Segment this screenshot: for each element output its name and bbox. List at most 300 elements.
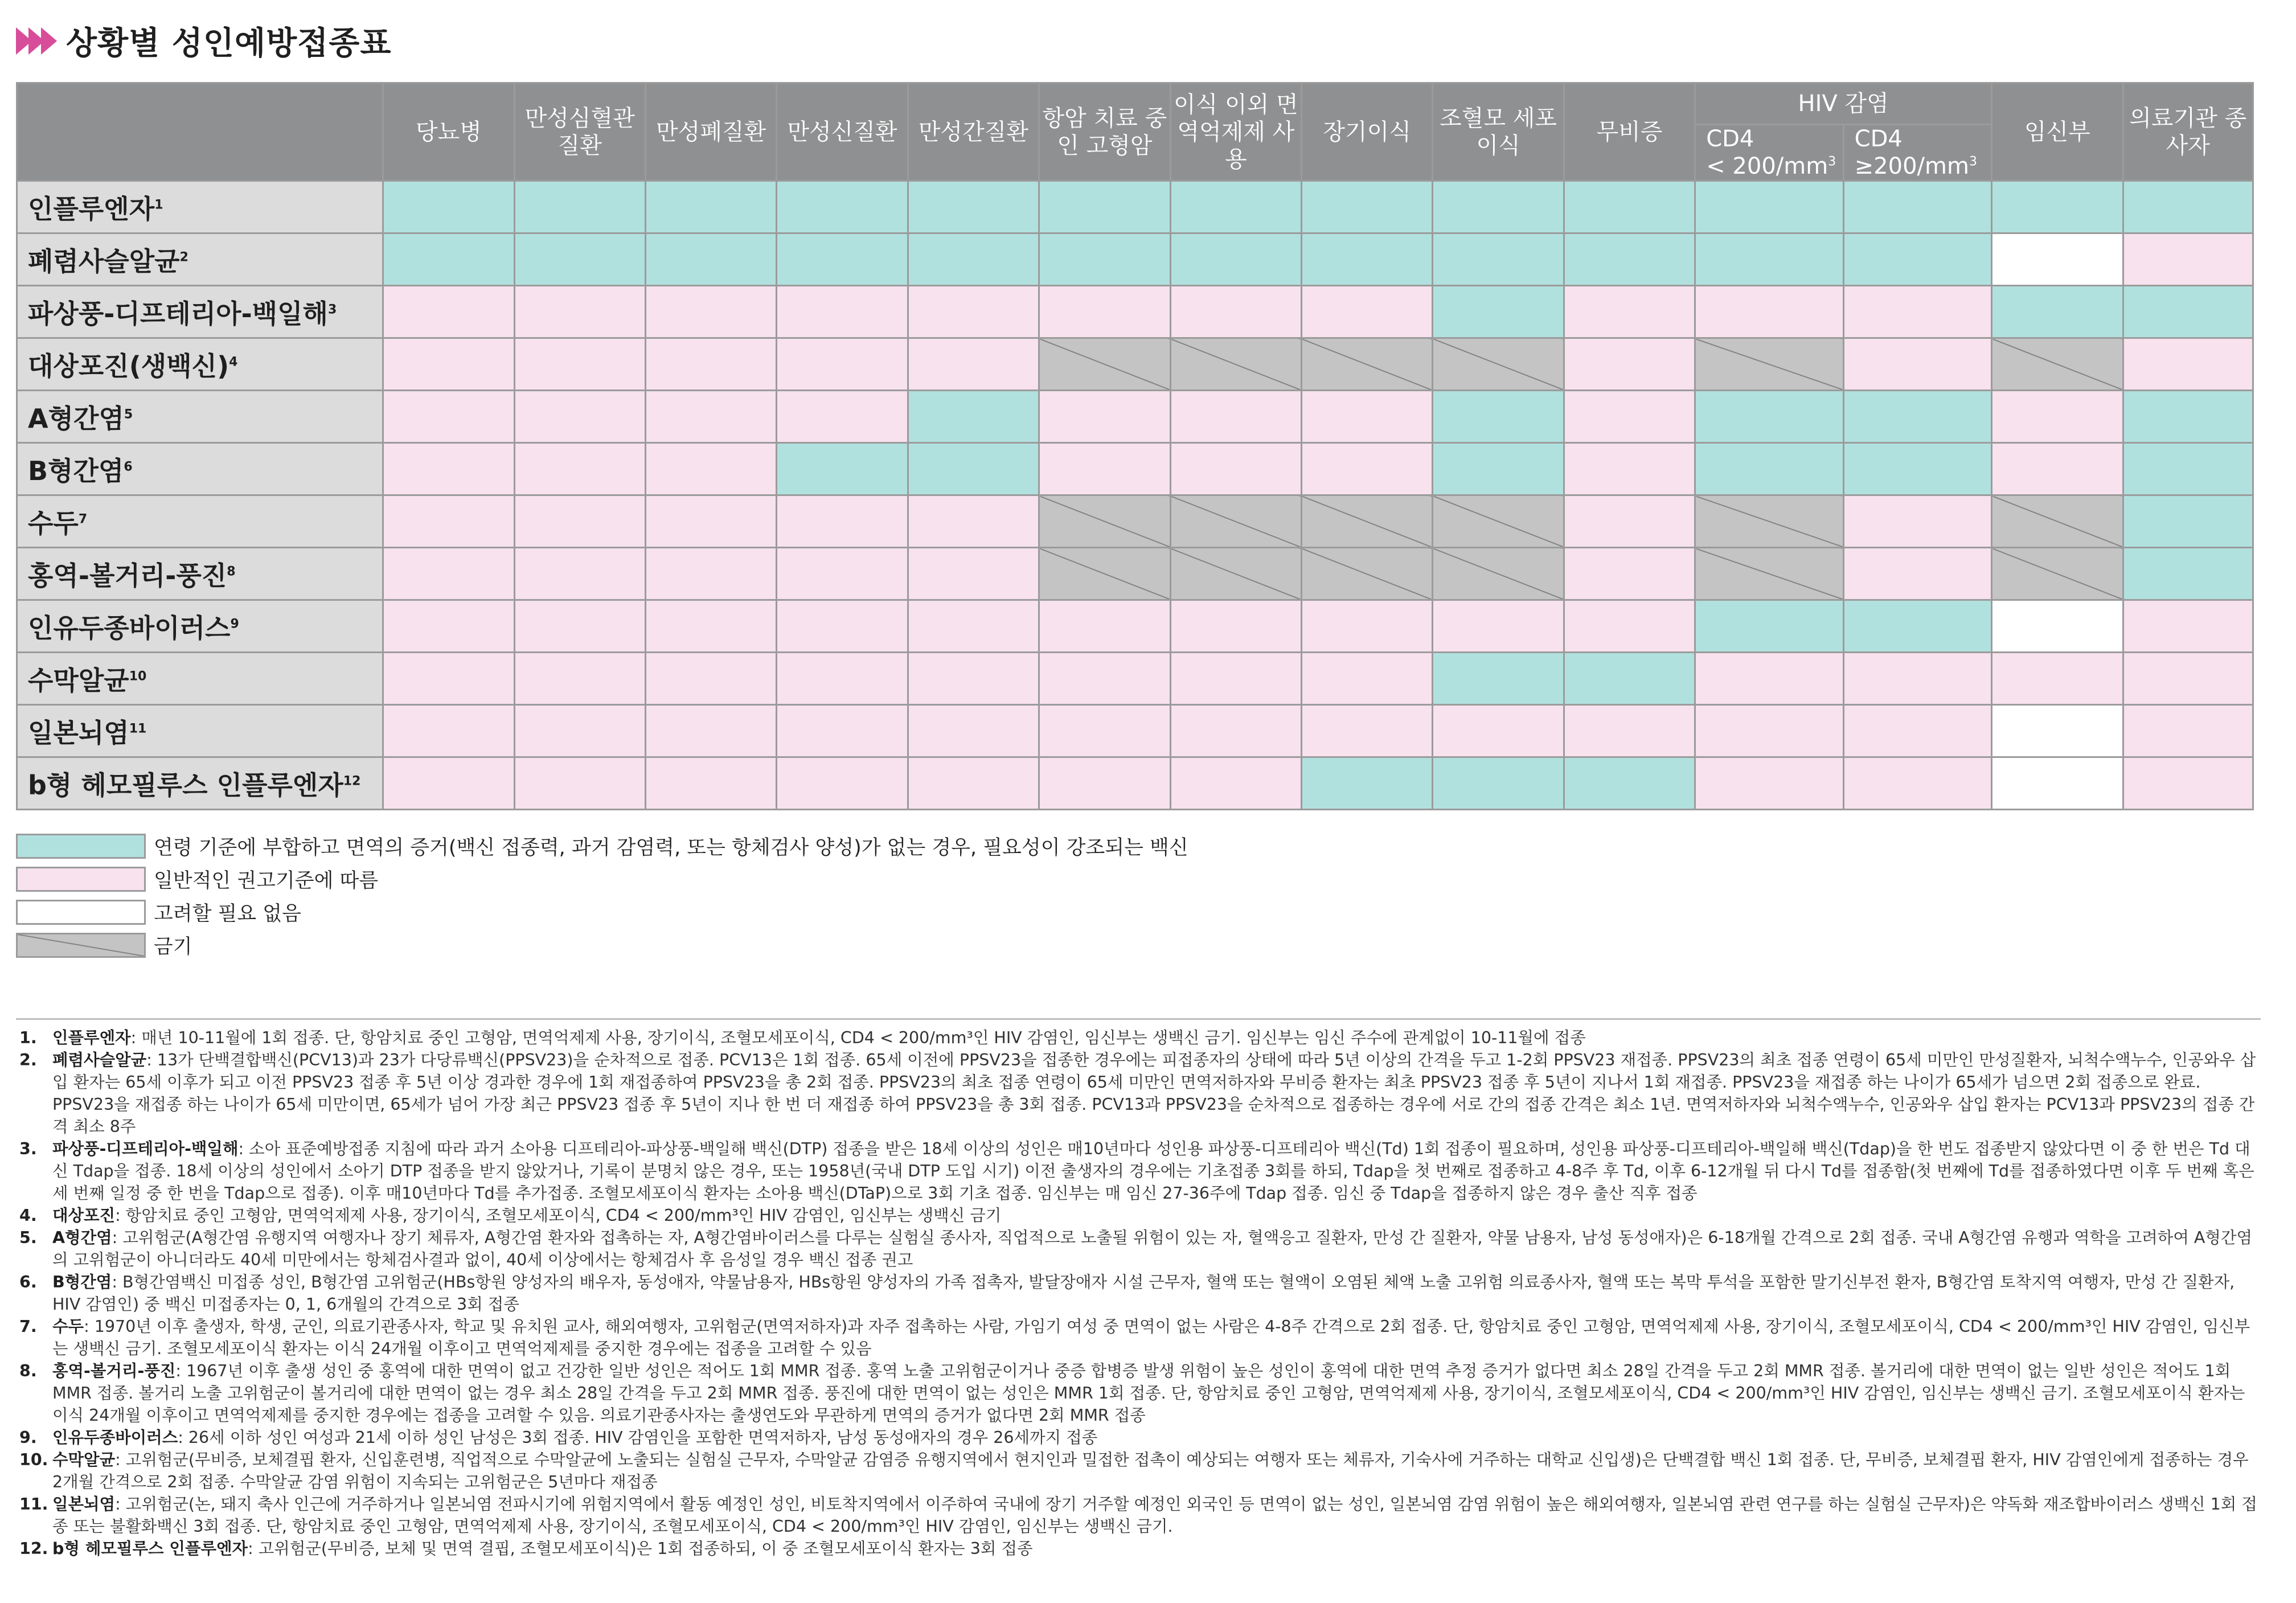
cell-pink [645, 443, 776, 495]
footnote-label: 폐렴사슬알균 [52, 1051, 147, 1069]
cell-pink [1170, 286, 1301, 338]
col-header-pregnant: 임신부 [1992, 83, 2123, 181]
cell-pink [514, 286, 645, 338]
row-header [17, 338, 383, 391]
cell-pink [514, 757, 645, 810]
cell-pink [2123, 338, 2253, 391]
footnote [16, 1049, 2261, 1138]
cell-pink [1843, 495, 1991, 548]
cell-pink [645, 338, 776, 391]
col-header-organ-transplant: 장기이식 [1301, 83, 1432, 181]
footnote-label: 인유두종바이러스 [52, 1428, 178, 1447]
row-header [17, 443, 383, 495]
footnote-number: 4. [19, 1206, 37, 1225]
cell-pink [1564, 600, 1695, 653]
footnote-ref: 3 [327, 302, 337, 317]
footnote [16, 1271, 2261, 1315]
cell-teal [908, 443, 1039, 495]
cell-pink [1564, 443, 1695, 495]
footnote-text: : 고위험군(무비증, 보체결핍 환자, 신입훈련병, 직업적으로 수막알균에 노출되는 실험실 근무자, 수막알균 감염증 유행지역에서 현지인과 밀접한 접촉이 예상되는 여행자 또는 체류자, 기숙사에 거주하는 대학교 신입생)은 단백결합 백신 1회 접종. 단, 무비증, 보체결핍 환자, HIV 감염인에게 접종하는 경우 2개월 간격으로 2회 접종. 수막알균 감염 위험이 지속되는 고위험군은 5년마다 재접종 [52, 1450, 2249, 1491]
cell-teal [777, 443, 908, 495]
row-header [17, 705, 383, 757]
legend-swatch [16, 834, 146, 859]
footnote-text: : 13가 단백결합백신(PCV13)과 23가 다당류백신(PPSV23)을 순차적으로 접종. PCV13은 1회 접종. 65세 이전에 PPSV23을 접종한 경우에는 피접종자의 상태에 따라 5년 이상의 간격을 두고 1-2회 PPSV23 재접종. PPSV23의 최초 접종 연령이 65세 미만인 만성질환자, 뇌척수액누수, 인공와우 삽입 환자는 65세 이후가 되고 이전 PPSV23 접종 후 5년 이상 경과한 경우에 1회 재접종하여 PPSV23을 총 2회 접종. PPSV23의 최초 접종 연령이 65세 미만인 면역저하자와 무비증 환자는 최초 PPSV23 접종 후 5년이 지나서 1회 재접종. PPSV23을 재접종 하는 나이가 65세가 넘으면 2회 접종으로 완료. PPSV23을 재접종 하는 나이가 65세 미만이면, 65세가 넘어 가장 최근 PPSV23 접종 후 5년이 지나 한 번 더 재접종 하여 PPSV23을 총 3회 접종. PCV13과 PPSV23을 순차적으로 접종하는 경우에 서로 간의 접종 간격은 최소 1년. 면역저하자와 뇌척수액누수, 인공와우 삽입 환자는 PCV13과 PPSV23의 접종 간격 최소 8주 [52, 1051, 2256, 1136]
cell-pink [1170, 391, 1301, 443]
cell-pink [908, 653, 1039, 705]
cell-gray [1301, 495, 1432, 548]
legend-text: 금기 [154, 936, 192, 958]
cell-pink [777, 391, 908, 443]
cell-teal [1695, 443, 1843, 495]
col-header-immunosuppressant: 이식 이외 면역억제제 사용 [1170, 83, 1301, 181]
cell-teal [514, 233, 645, 286]
footnote-number: 12. [19, 1539, 48, 1558]
cell-teal [1992, 181, 2123, 233]
cell-pink [1170, 757, 1301, 810]
footnote [16, 1360, 2261, 1426]
col-header-liver: 만성간질환 [908, 83, 1039, 181]
cell-pink [383, 495, 514, 548]
cell-pink [1992, 391, 2123, 443]
col-header-cd4-low [1695, 125, 1843, 181]
footnote-ref: 1 [154, 198, 163, 212]
footnote [16, 1204, 2261, 1227]
cell-pink [514, 705, 645, 757]
cell-gray [1695, 548, 1843, 600]
legend-text: 일반적인 권고기준에 따름 [154, 870, 379, 892]
cell-pink [1843, 286, 1991, 338]
cell-pink [645, 705, 776, 757]
cell-gray [1039, 338, 1170, 391]
cell-teal [1301, 757, 1432, 810]
cell-pink [908, 495, 1039, 548]
cell-pink [1039, 286, 1170, 338]
cell-white [1992, 600, 2123, 653]
double-chevron-icon [16, 27, 54, 55]
footnote-body [52, 1538, 2261, 1560]
table-row [17, 653, 2253, 705]
row-header [17, 548, 383, 600]
cell-pink [645, 391, 776, 443]
cell-gray [1039, 495, 1170, 548]
cell-pink [1301, 391, 1432, 443]
cell-pink [1992, 653, 2123, 705]
cell-pink [2123, 705, 2253, 757]
cell-pink [1564, 548, 1695, 600]
cell-pink [908, 548, 1039, 600]
footnote-ref: 4 [229, 355, 238, 370]
footnote-ref: 8 [227, 564, 236, 579]
cell-gray [1039, 548, 1170, 600]
cell-teal [645, 233, 776, 286]
cell-teal [2123, 548, 2253, 600]
cell-pink [1695, 757, 1843, 810]
row-header [17, 233, 383, 286]
footnote-ref: 7 [78, 512, 88, 527]
cell-pink [1170, 600, 1301, 653]
cell-teal [1301, 233, 1432, 286]
footnote-label: 파상풍-디프테리아-백일해 [52, 1139, 239, 1158]
cell-pink [1170, 705, 1301, 757]
cell-pink [1039, 653, 1170, 705]
cell-gray [1301, 548, 1432, 600]
cell-pink [1843, 705, 1991, 757]
row-header [17, 757, 383, 810]
cell-white [1992, 233, 2123, 286]
footnote-label: 수막알균 [52, 1450, 116, 1469]
footnote-number: 9. [19, 1428, 37, 1447]
cell-gray [1433, 548, 1564, 600]
cell-teal [2123, 495, 2253, 548]
cell-pink [1039, 705, 1170, 757]
cell-pink [908, 705, 1039, 757]
cell-pink [383, 391, 514, 443]
footnote-body [52, 1449, 2261, 1493]
table-row [17, 338, 2253, 391]
footnote [16, 1493, 2261, 1538]
cell-pink [514, 338, 645, 391]
legend-text: 고려할 필요 없음 [154, 903, 301, 925]
vaccine-name: b형 헤모필루스 인플루엔자 [28, 769, 343, 801]
row-header [17, 653, 383, 705]
footnote-ref: 10 [129, 669, 147, 684]
cell-pink [514, 653, 645, 705]
cell-pink [383, 653, 514, 705]
footnote-number: 10. [19, 1450, 48, 1469]
legend-item [16, 929, 2261, 962]
cell-teal [2123, 391, 2253, 443]
vaccine-name: 일본뇌염 [28, 717, 129, 748]
table-row [17, 757, 2253, 810]
cell-teal [1992, 286, 2123, 338]
vaccination-table-body [17, 181, 2253, 810]
footnote-body [52, 1426, 2261, 1449]
cell-teal [1843, 443, 1991, 495]
cell-teal [1695, 181, 1843, 233]
cell-pink [645, 600, 776, 653]
cell-pink [2123, 600, 2253, 653]
cell-pink [1992, 443, 2123, 495]
footnote-text: : 고위험군(무비증, 보체 및 면역 결핍, 조혈모세포이식)은 1회 접종하되, 이 중 조혈모세포이식 환자는 3회 접종 [248, 1539, 1033, 1558]
cell-pink [2123, 233, 2253, 286]
footnote-text: : 항암치료 중인 고형암, 면역억제제 사용, 장기이식, 조혈모세포이식, CD4 < 200/mm³인 HIV 감염인, 임신부는 생백신 금기 [115, 1206, 1002, 1225]
cell-teal [1843, 391, 1991, 443]
cell-pink [777, 600, 908, 653]
cell-teal [1695, 233, 1843, 286]
header-corner [17, 83, 383, 181]
page-title: 상황별 성인예방접종표 [66, 25, 392, 62]
footnote-number: 7. [19, 1317, 37, 1336]
cell-pink [1301, 286, 1432, 338]
cell-teal [1843, 181, 1991, 233]
cell-teal [1433, 233, 1564, 286]
cell-pink [1301, 653, 1432, 705]
cell-pink [514, 600, 645, 653]
cell-pink [777, 338, 908, 391]
cell-pink [645, 653, 776, 705]
footnote-ref: 9 [230, 617, 239, 632]
cell-pink [777, 548, 908, 600]
cell-teal [1564, 653, 1695, 705]
cell-pink [383, 757, 514, 810]
footnote-text: : 매년 10-11월에 1회 접종. 단, 항암치료 중인 고형암, 면역억제제 사용, 장기이식, 조혈모세포이식, CD4 < 200/mm³인 HIV 감염인, 임신부는 생백신 금기. 임신부는 임신 주수에 관계없이 10-11월에 접종 [130, 1028, 1586, 1047]
cell-pink [1170, 443, 1301, 495]
footnote-text: : B형간염백신 미접종 성인, B형간염 고위험군(HBs항원 양성자의 배우자, 동성애자, 약물남용자, HBs항원 양성자의 가족 접촉자, 발달장애자 시설 근무자, 혈액 또는 혈액이 오염된 체액 노출 고위험 의료종사자, 혈액 또는 복막 투석을 포함한 말기신부전 환자, B형간염 토착지역 여행자, 만성 간 질환자, HIV 감염인) 중 백신 미접종자는 0, 1, 6개월의 간격으로 3회 접종 [52, 1273, 2235, 1314]
footnote-body [52, 1315, 2261, 1360]
cell-pink [1039, 757, 1170, 810]
cell-pink [645, 286, 776, 338]
cell-teal [1301, 181, 1432, 233]
legend [16, 830, 2261, 962]
cell-pink [908, 286, 1039, 338]
cell-teal [1843, 233, 1991, 286]
cell-pink [1695, 653, 1843, 705]
footnote-body [52, 1493, 2261, 1538]
table-row [17, 181, 2253, 233]
footnote-ref: 6 [124, 460, 133, 474]
col-header-cardio: 만성심혈관 질환 [514, 83, 645, 181]
cell-teal [383, 181, 514, 233]
cell-pink [908, 600, 1039, 653]
cell-pink [1843, 653, 1991, 705]
footnote-label: 홍역-볼거리-풍진 [52, 1362, 176, 1380]
footnote [16, 1426, 2261, 1449]
footnote-number: 3. [19, 1139, 37, 1158]
cell-pink [1170, 653, 1301, 705]
cell-pink [2123, 653, 2253, 705]
footnotes [16, 1018, 2261, 1560]
cell-gray [1695, 495, 1843, 548]
cell-pink [514, 443, 645, 495]
cell-teal [1170, 181, 1301, 233]
cd4-high-sup: 3 [1969, 154, 1977, 169]
cell-pink [645, 548, 776, 600]
table-row [17, 600, 2253, 653]
footnote [16, 1315, 2261, 1360]
footnote-label: 일본뇌염 [52, 1495, 116, 1514]
cell-gray [1170, 338, 1301, 391]
cell-gray [1695, 338, 1843, 391]
footnote [16, 1538, 2261, 1560]
cell-teal [1433, 286, 1564, 338]
vaccine-name: 수막알균 [28, 665, 129, 696]
footnote-body [52, 1049, 2261, 1138]
footnote-number: 2. [19, 1051, 37, 1069]
cell-teal [2123, 181, 2253, 233]
cell-pink [383, 286, 514, 338]
row-header [17, 181, 383, 233]
cell-pink [383, 443, 514, 495]
cell-pink [1433, 600, 1564, 653]
footnote-ref: 5 [124, 407, 133, 422]
vaccine-name: 인유두종바이러스 [28, 612, 231, 643]
cell-pink [777, 705, 908, 757]
vaccine-name: A형간염 [28, 403, 124, 434]
cell-gray [1170, 495, 1301, 548]
cell-pink [514, 495, 645, 548]
row-header [17, 286, 383, 338]
table-row [17, 286, 2253, 338]
cell-teal [2123, 443, 2253, 495]
cell-pink [1843, 757, 1991, 810]
cell-pink [777, 495, 908, 548]
cell-pink [1564, 495, 1695, 548]
cell-teal [1433, 653, 1564, 705]
cell-pink [383, 338, 514, 391]
cd4-low-line1: CD4 [1706, 126, 1754, 152]
cell-pink [1039, 391, 1170, 443]
footnote [16, 1449, 2261, 1493]
cell-teal [645, 181, 776, 233]
col-header-cancer: 항암 치료 중인 고형암 [1039, 83, 1170, 181]
legend-swatch [16, 933, 146, 958]
footnote-text: : 26세 이하 성인 여성과 21세 이하 성인 남성은 3회 접종. HIV 감염인을 포함한 면역저하자, 남성 동성애자의 경우 26세까지 접종 [178, 1428, 1098, 1447]
footnote-body [52, 1027, 2261, 1049]
footnote-number: 6. [19, 1273, 37, 1292]
cell-teal [1564, 757, 1695, 810]
cell-teal [1433, 181, 1564, 233]
cell-pink [514, 391, 645, 443]
cell-pink [1301, 705, 1432, 757]
cd4-low-line2: < 200/mm [1706, 153, 1828, 179]
cell-pink [1843, 548, 1991, 600]
cell-pink [908, 338, 1039, 391]
cell-pink [1433, 705, 1564, 757]
footnote-number: 1. [19, 1028, 37, 1047]
footnote-label: 수두 [52, 1317, 84, 1336]
row-header [17, 391, 383, 443]
cell-pink [383, 548, 514, 600]
legend-item [16, 896, 2261, 929]
cell-teal [383, 233, 514, 286]
col-header-asplenia: 무비증 [1564, 83, 1695, 181]
cell-teal [1843, 600, 1991, 653]
vaccine-name: 인플루엔자 [28, 193, 155, 224]
cell-teal [2123, 286, 2253, 338]
footnote [16, 1027, 2261, 1049]
cell-gray [1992, 338, 2123, 391]
cell-pink [1039, 600, 1170, 653]
footnote-number: 8. [19, 1362, 37, 1380]
col-header-cd4-high [1843, 125, 1991, 181]
vaccine-name: 폐렴사슬알균 [28, 245, 180, 277]
cell-teal [1433, 757, 1564, 810]
footnote-label: b형 헤모필루스 인플루엔자 [52, 1539, 248, 1558]
cell-teal [777, 181, 908, 233]
footnote [16, 1227, 2261, 1271]
cell-pink [1695, 286, 1843, 338]
cell-pink [1564, 338, 1695, 391]
cell-pink [777, 653, 908, 705]
footnote-label: A형간염 [52, 1228, 112, 1247]
col-header-lung: 만성폐질환 [645, 83, 776, 181]
page [16, 14, 2261, 962]
footnote-ref: 2 [179, 250, 188, 265]
cell-pink [383, 600, 514, 653]
col-header-kidney: 만성신질환 [777, 83, 908, 181]
vaccine-name: 홍역-볼거리-풍진 [28, 560, 227, 591]
vaccine-name: 대상포진(생백신) [28, 350, 229, 382]
table-row [17, 443, 2253, 495]
cell-teal [514, 181, 645, 233]
cell-teal [1039, 181, 1170, 233]
cell-white [1992, 757, 2123, 810]
col-header-healthcare: 의료기관 종사자 [2123, 83, 2253, 181]
cell-gray [1992, 548, 2123, 600]
cell-gray [1992, 495, 2123, 548]
footnote-text: : 소아 표준예방접종 지침에 따라 과거 소아용 디프테리아-파상풍-백일해 백신(DTP) 접종을 받은 18세 이상의 성인은 매10년마다 성인용 파상풍-디프테리아 백신(Td) 1회 접종이 필요하며, 성인용 파상풍-디프테리아-백일해 백신(Tdap)을 한 번도 접종받지 않았다면 이 중 한 번은 Td 대신 Tdap을 접종. 18세 이상의 성인에서 소아기 DTP 접종을 받지 않았거나, 기록이 분명치 않은 경우, 또는 1958년(국내 DTP 도입 시기) 이전 출생자의 경우에는 기초접종 3회를 하되, Tdap을 첫 번째로 접종하고 4-8주 후 Td, 이후 6-12개월 뒤 다시 Td를 접종함(첫 번째에 Td를 접종하였다면 이후 두 번째 혹은 세 번째 일정 중 한 번을 Tdap으로 접종). 이후 매10년마다 Td를 추가접종. 조혈모세포이식 환자는 소아용 백신(DTaP)으로 3회 기초 접종. 임신부는 매 임신 27-36주에 Tdap 접종. 임신 중 Tdap을 접종하지 않은 경우 출산 직후 접종 [52, 1139, 2254, 1203]
cell-pink [777, 286, 908, 338]
legend-item [16, 863, 2261, 896]
cell-pink [514, 548, 645, 600]
footnote-body [52, 1271, 2261, 1315]
cell-pink [1564, 705, 1695, 757]
footnote-text: : 1967년 이후 출생 성인 중 홍역에 대한 면역이 없고 건강한 일반 성인은 적어도 1회 MMR 접종. 홍역 노출 고위험군이거나 중증 합병증 발생 위험이 높은 성인이 홍역에 대한 면역 추정 증거가 없다면 최소 28일 간격을 두고 2회 MMR 접종. 볼거리에 대한 면역이 없는 일반 성인은 적어도 1회 MMR 접종. 볼거리 노출 고위험군이 볼거리에 대한 면역이 없는 경우 최소 28일 간격을 두고 2회 MMR 접종. 풍진에 대한 면역이 없는 성인은 MMR 1회 접종. 단, 항암치료 중인 고형암, 면역억제제 사용, 장기이식, 조혈모세포이식, CD4 < 200/mm³인 HIV 감염인, 임신부는 생백신 금기. 조혈모세포이식 환자는 이식 24개월 이후이고 면역억제제를 중지한 경우에는 접종을 고려할 수 있음. 의료기관종사자는 출생연도와 무관하게 면역의 증거가 없다면 2회 MMR 접종 [52, 1362, 2245, 1425]
row-header [17, 600, 383, 653]
cell-teal [908, 181, 1039, 233]
footnote-ref: 11 [129, 721, 147, 736]
table-row [17, 495, 2253, 548]
table-row [17, 391, 2253, 443]
footnote-number: 11. [19, 1495, 48, 1514]
vaccine-name: B형간염 [28, 455, 124, 486]
col-header-hiv: HIV 감염 [1695, 83, 1992, 125]
vaccine-name: 수두 [28, 507, 79, 539]
footnote-body [52, 1204, 2261, 1227]
footnote-number: 5. [19, 1228, 37, 1247]
cell-pink [1301, 600, 1432, 653]
cell-teal [1039, 233, 1170, 286]
cell-pink [383, 705, 514, 757]
footnote [16, 1138, 2261, 1204]
cell-pink [1564, 391, 1695, 443]
col-header-hsct: 조혈모 세포이식 [1433, 83, 1564, 181]
legend-item [16, 830, 2261, 863]
legend-swatch [16, 867, 146, 892]
legend-text: 연령 기준에 부합하고 면역의 증거(백신 접종력, 과거 감염력, 또는 항체검사 양성)가 없는 경우, 필요성이 강조되는 백신 [154, 837, 1188, 859]
vaccine-name: 파상풍-디프테리아-백일해 [28, 298, 328, 329]
footnote-label: 인플루엔자 [52, 1028, 131, 1047]
cell-pink [645, 757, 776, 810]
table-row [17, 233, 2253, 286]
legend-swatch [16, 900, 146, 925]
cell-teal [1564, 233, 1695, 286]
cd4-low-sup: 3 [1828, 154, 1836, 169]
table-row [17, 548, 2253, 600]
table-row [17, 705, 2253, 757]
cell-teal [1695, 391, 1843, 443]
cell-pink [1843, 338, 1991, 391]
col-header-diabetes: 당뇨병 [383, 83, 514, 181]
footnote-body [52, 1360, 2261, 1426]
footnote-text: : 고위험군(A형간염 유행지역 여행자나 장기 체류자, A형간염 환자와 접촉하는 자, A형간염바이러스를 다루는 실험실 종사자, 직업적으로 노출될 위험이 있는 자, 혈액응고 질환자, 만성 간 질환자, 약물 남용자, 남성 동성애자)은 6-18개월 간격으로 2회 접종. 국내 A형간염 유행과 역학을 고려하여 A형간염의 고위험군이 아니더라도 40세 미만에서는 항체검사결과 없이, 40세 이상에서는 항체검사 후 음성일 경우 백신 접종 권고 [52, 1228, 2253, 1269]
footnote-body [52, 1138, 2261, 1204]
cell-teal [908, 233, 1039, 286]
cell-gray [1433, 495, 1564, 548]
cd4-high-line1: CD4 [1854, 126, 1903, 152]
footnote-ref: 12 [343, 774, 361, 789]
cell-gray [1301, 338, 1432, 391]
cell-white [1992, 705, 2123, 757]
cell-pink [777, 757, 908, 810]
cell-teal [908, 391, 1039, 443]
title-row [16, 14, 2261, 68]
cell-teal [1695, 600, 1843, 653]
cd4-high-line2: ≥200/mm [1854, 153, 1969, 179]
footnote-text: : 고위험군(논, 돼지 축사 인근에 거주하거나 일본뇌염 전파시기에 위험지역에서 활동 예정인 성인, 비토착지역에서 이주하여 국내에 장기 거주할 예정인 외국인 등 면역이 없는 성인, 일본뇌염 감염 위험이 높은 해외여행자, 일본뇌염 관련 연구를 하는 실험실 근무자)은 약독화 재조합바이러스 생백신 1회 접종 또는 불활화백신 3회 접종. 단, 항암치료 중인 고형암, 면역억제제 사용, 장기이식, 조혈모세포이식, CD4 < 200/mm³인 HIV 감염인, 임신부는 생백신 금기. [52, 1495, 2257, 1536]
footnote-label: 대상포진 [52, 1206, 116, 1225]
cell-pink [1301, 443, 1432, 495]
